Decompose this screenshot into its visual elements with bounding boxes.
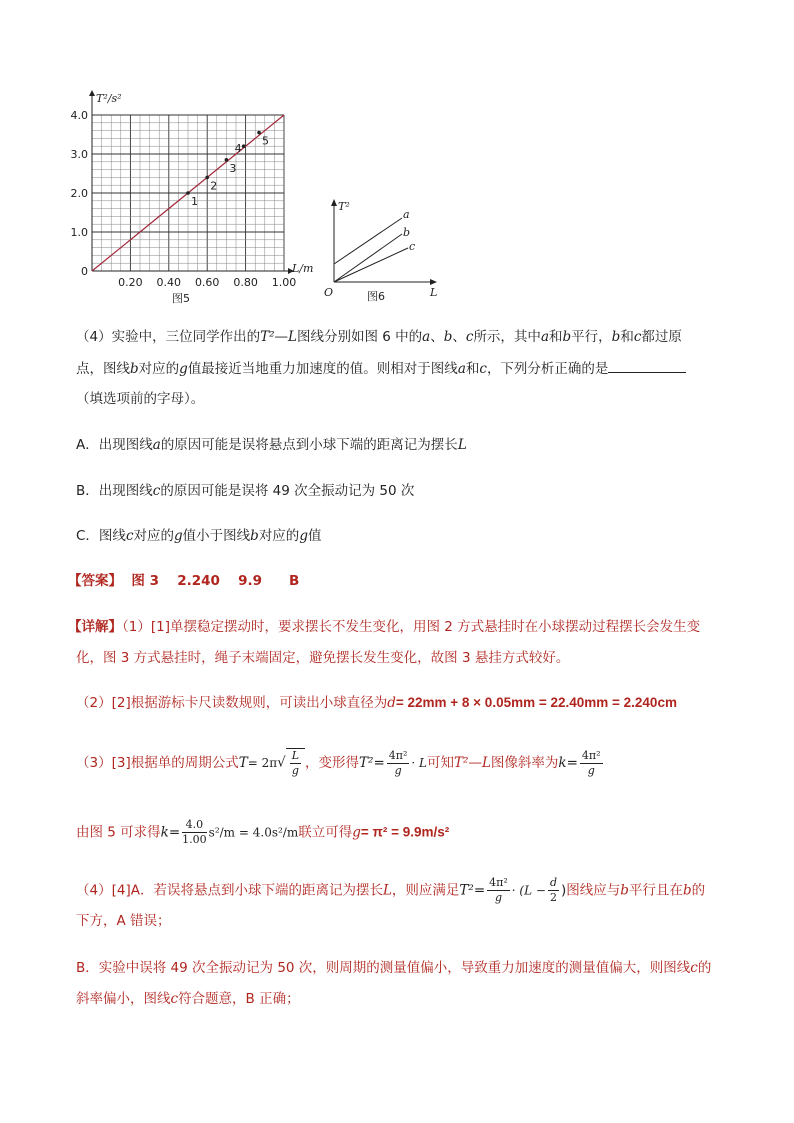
frac-den: g: [587, 763, 595, 777]
y-tick-label: 1.0: [70, 226, 88, 239]
frac-den: g: [394, 763, 402, 777]
question-4-line-2: [76, 358, 686, 379]
detail-p6-l2-post: 符合题意，B 正确；: [178, 991, 300, 1007]
detail-p3-mid2: 可知: [427, 755, 455, 771]
detail-p5-T2: T²: [459, 882, 474, 899]
option-b-post: 的原因可能是误将 49 次全振动记为 50 次: [160, 483, 415, 499]
option-b: [76, 481, 414, 501]
q4-g: g: [179, 361, 188, 377]
figure-6-caption: 图6: [367, 290, 385, 303]
y-tick-label: 3.0: [70, 148, 88, 161]
frac-den: 1.00: [182, 833, 207, 846]
question-4-line-1: [76, 327, 682, 347]
answer-text: 图 3 2.240 9.9 B: [131, 573, 300, 589]
q4-c: c: [479, 361, 487, 377]
detail-p6-line1: [76, 958, 711, 978]
x-tick-label: 0.20: [118, 276, 143, 289]
frac-num: 4π²: [388, 748, 408, 762]
q4-relation: T²—L: [260, 329, 297, 345]
option-a-l: L: [457, 437, 467, 453]
detail-p5-tail: 图线应与: [566, 882, 621, 899]
data-point: [257, 131, 261, 135]
q4-lead: （4）实验中，三位同学作出的: [76, 329, 261, 345]
detail-p4-eq: =: [168, 824, 181, 841]
q4-l2-mid: 对应的: [138, 361, 180, 377]
q4-a: a: [457, 361, 466, 377]
answer-blank[interactable]: [608, 358, 686, 373]
y-tick-label: 2.0: [70, 187, 88, 200]
detail-p6-c: c: [170, 991, 179, 1007]
detail-p5-pre: （4）[4]A．若误将悬点到小球下端的距离记为摆长: [76, 882, 383, 899]
y-axis-label: T²/s²: [96, 92, 122, 105]
q4-b: b: [443, 329, 453, 345]
detail-p3-eq1: = 2π: [247, 756, 278, 770]
line-b-label: b: [403, 226, 411, 239]
q4-b: b: [130, 361, 139, 377]
q4-sep: 、: [452, 329, 466, 345]
q4-and: 和: [620, 329, 634, 345]
point-label: 2: [210, 179, 218, 193]
detail-p3-eq2: =: [373, 755, 385, 771]
answer-label: 【答案】: [68, 573, 122, 589]
detail-p3-mid: ，变形得: [305, 755, 360, 771]
detail-p1-text: （1）[1]单摆稳定摆动时，要求摆长不发生变化，用图 2 方式悬挂时在小球摆动过程摆长会发生变: [122, 619, 701, 635]
detail-p3-k: k: [558, 755, 567, 771]
frac-4pi2-over-g: [487, 876, 510, 905]
data-point: [186, 191, 190, 195]
detail-p5-eq: =: [473, 882, 486, 899]
detail-p5-b: b: [682, 882, 692, 899]
q4-c: c: [465, 329, 474, 345]
option-c-mid2: 值小于图线: [182, 528, 251, 544]
x-tick-label: 0.80: [233, 276, 258, 289]
detail-p2-text: （2）[2]根据游标卡尺读数规则，可读出小球直径为: [76, 695, 388, 711]
x-tick-label: 0.40: [156, 276, 182, 289]
y-tick-label-zero: 0: [81, 265, 88, 278]
option-c: [76, 526, 321, 546]
detail-p4-mid: 联立可得: [298, 824, 353, 841]
detail-p5-line2: 下方，A 错误；: [76, 913, 171, 929]
fig6-xlabel: L: [430, 286, 438, 299]
detail-p5-L: L: [382, 882, 392, 899]
data-point: [225, 158, 229, 162]
option-a-post: 的原因可能是误将悬点到小球下端的距离记为摆长: [160, 437, 458, 453]
detail-p3-eq3: =: [566, 755, 578, 771]
line-c: [334, 248, 408, 282]
detail-label: 【详解】: [68, 619, 122, 635]
frac-num: L: [291, 749, 300, 762]
q4-and: 和: [465, 361, 480, 377]
axes: [89, 90, 294, 274]
detail-p2: [76, 693, 677, 713]
option-a-var: a: [152, 437, 161, 453]
x-tick-label: 0.60: [194, 276, 220, 289]
q4-l2-tail: ，下列分析正确的是: [486, 361, 609, 377]
detail-p3-rel: T²—L: [454, 755, 491, 771]
detail-p2-d: d: [387, 695, 396, 711]
detail-p5-line1: [76, 876, 705, 905]
q4-a: a: [540, 329, 549, 345]
option-a-pre: A．出现图线: [76, 437, 153, 453]
detail-p3-pre: （3）[3]根据单的周期公式: [76, 755, 239, 771]
detail-p4-g: g: [352, 824, 361, 841]
detail-p4-pre: 由图 5 可求得: [76, 824, 161, 841]
frac-d-over-2: [548, 876, 559, 905]
fig6-ylabel: T²: [338, 200, 350, 213]
option-c-g: g: [299, 528, 308, 544]
q4-a: a: [422, 329, 431, 345]
data-point: [242, 144, 246, 148]
frac-num: 4π²: [581, 748, 601, 762]
option-c-var: c: [125, 528, 134, 544]
detail-p3: [76, 748, 605, 778]
option-c-g: g: [174, 528, 183, 544]
point-label: 1: [191, 195, 198, 208]
line-c-label: c: [409, 240, 416, 253]
q4-and: 和: [549, 329, 563, 345]
option-c-pre: C．图线: [76, 528, 126, 544]
detail-p5-tail3: 的: [691, 882, 706, 899]
detail-p6-pre: B．实验中误将 49 次全振动记为 50 次，则周期的测量值偏小，导致重力加速度的测量值偏大，则图线: [76, 960, 691, 976]
frac-num: 4.0: [182, 818, 207, 833]
frac-den: g: [494, 891, 502, 904]
data-point: [205, 176, 209, 180]
detail-p5-paren: · (L −: [511, 883, 546, 898]
detail-p5-mid: ，则应满足: [391, 882, 460, 899]
point-label: 4: [234, 142, 242, 156]
frac-num: d: [549, 876, 557, 889]
option-a: [76, 435, 467, 455]
frac-slope: [580, 749, 603, 778]
sqrt-L-over-g: √ $\frac{L}{g}$: [277, 748, 305, 778]
option-c-b: b: [250, 528, 259, 544]
frac-den: g: [291, 764, 299, 777]
option-c-mid: 对应的: [133, 528, 174, 544]
frac-4pi2-over-g: [387, 749, 410, 778]
detail-p6-l2-pre: 斜率偏小，图线: [76, 991, 171, 1007]
detail-p5-b: b: [620, 882, 629, 899]
frac-num: 4π²: [489, 876, 508, 889]
answer-line: [68, 571, 299, 591]
detail-p6-c: c: [690, 960, 698, 976]
x-axis-label: L/m: [292, 262, 314, 275]
q4-mid: 图线分别如图 6 中的: [296, 329, 423, 345]
q4-parallel: 平行，: [571, 329, 612, 345]
point-label: 5: [262, 134, 270, 148]
detail-p6-line2: [76, 989, 300, 1009]
x-tick-label: 1.00: [271, 276, 297, 289]
detail-p5-tail2: 平行且在: [628, 882, 683, 899]
detail-p4-k: k: [160, 824, 169, 841]
q4-sep: 、: [430, 329, 444, 345]
x-tick-labels: [118, 276, 296, 289]
line-a-label: a: [403, 208, 410, 221]
q4-b: b: [562, 329, 572, 345]
question-4-line-3: （填选项前的字母）。: [76, 391, 205, 407]
option-b-pre: B．出现图线: [76, 483, 153, 499]
detail-p1-line2: 化，图 3 方式悬挂时，绳子末端固定，避免摆长发生变化，故图 3 悬挂方式较好。: [76, 650, 570, 666]
figure-5-chart: [60, 88, 314, 310]
detail-p2-eq: = 22mm + 8 × 0.05mm = 22.40mm = 2.240cm: [395, 695, 677, 710]
y-tick-label: 4.0: [70, 109, 88, 122]
q4-c: c: [633, 329, 642, 345]
detail-p3-T: T: [238, 755, 248, 771]
figure-6-diagram: [318, 196, 448, 310]
detail-p4: [76, 818, 449, 847]
detail-p1-line1: [68, 617, 700, 637]
y-tick-labels: [71, 109, 89, 278]
point-label: 3: [229, 161, 237, 175]
figure-5-caption: 图5: [172, 292, 190, 305]
detail-p6-post: 的: [697, 960, 712, 976]
detail-p5-close: ): [561, 882, 567, 899]
detail-p3-T2: T²: [359, 755, 374, 771]
fig6-origin: O: [324, 286, 334, 299]
option-c-post: 值: [307, 528, 322, 544]
q4-l2-mid2: 值最接近当地重力加速度的值。则相对于图线: [187, 361, 458, 377]
frac-slope-value: [182, 818, 207, 847]
frac-den: 2: [549, 891, 557, 904]
option-b-var: c: [152, 483, 161, 499]
detail-p4-unit: s²/m = 4.0s²/m: [208, 825, 299, 840]
q4-b: b: [611, 329, 621, 345]
q4-tail: 都过原: [641, 329, 682, 345]
q4-l2-pre: 点，图线: [76, 361, 130, 377]
detail-p4-result: = π² = 9.9m/s²: [360, 824, 450, 840]
q4-mid2: 所示，其中: [473, 329, 541, 345]
detail-p3-mid3: 图像斜率为: [490, 755, 559, 771]
detail-p3-dotL: · L: [411, 756, 428, 770]
option-c-mid3: 对应的: [258, 528, 300, 544]
